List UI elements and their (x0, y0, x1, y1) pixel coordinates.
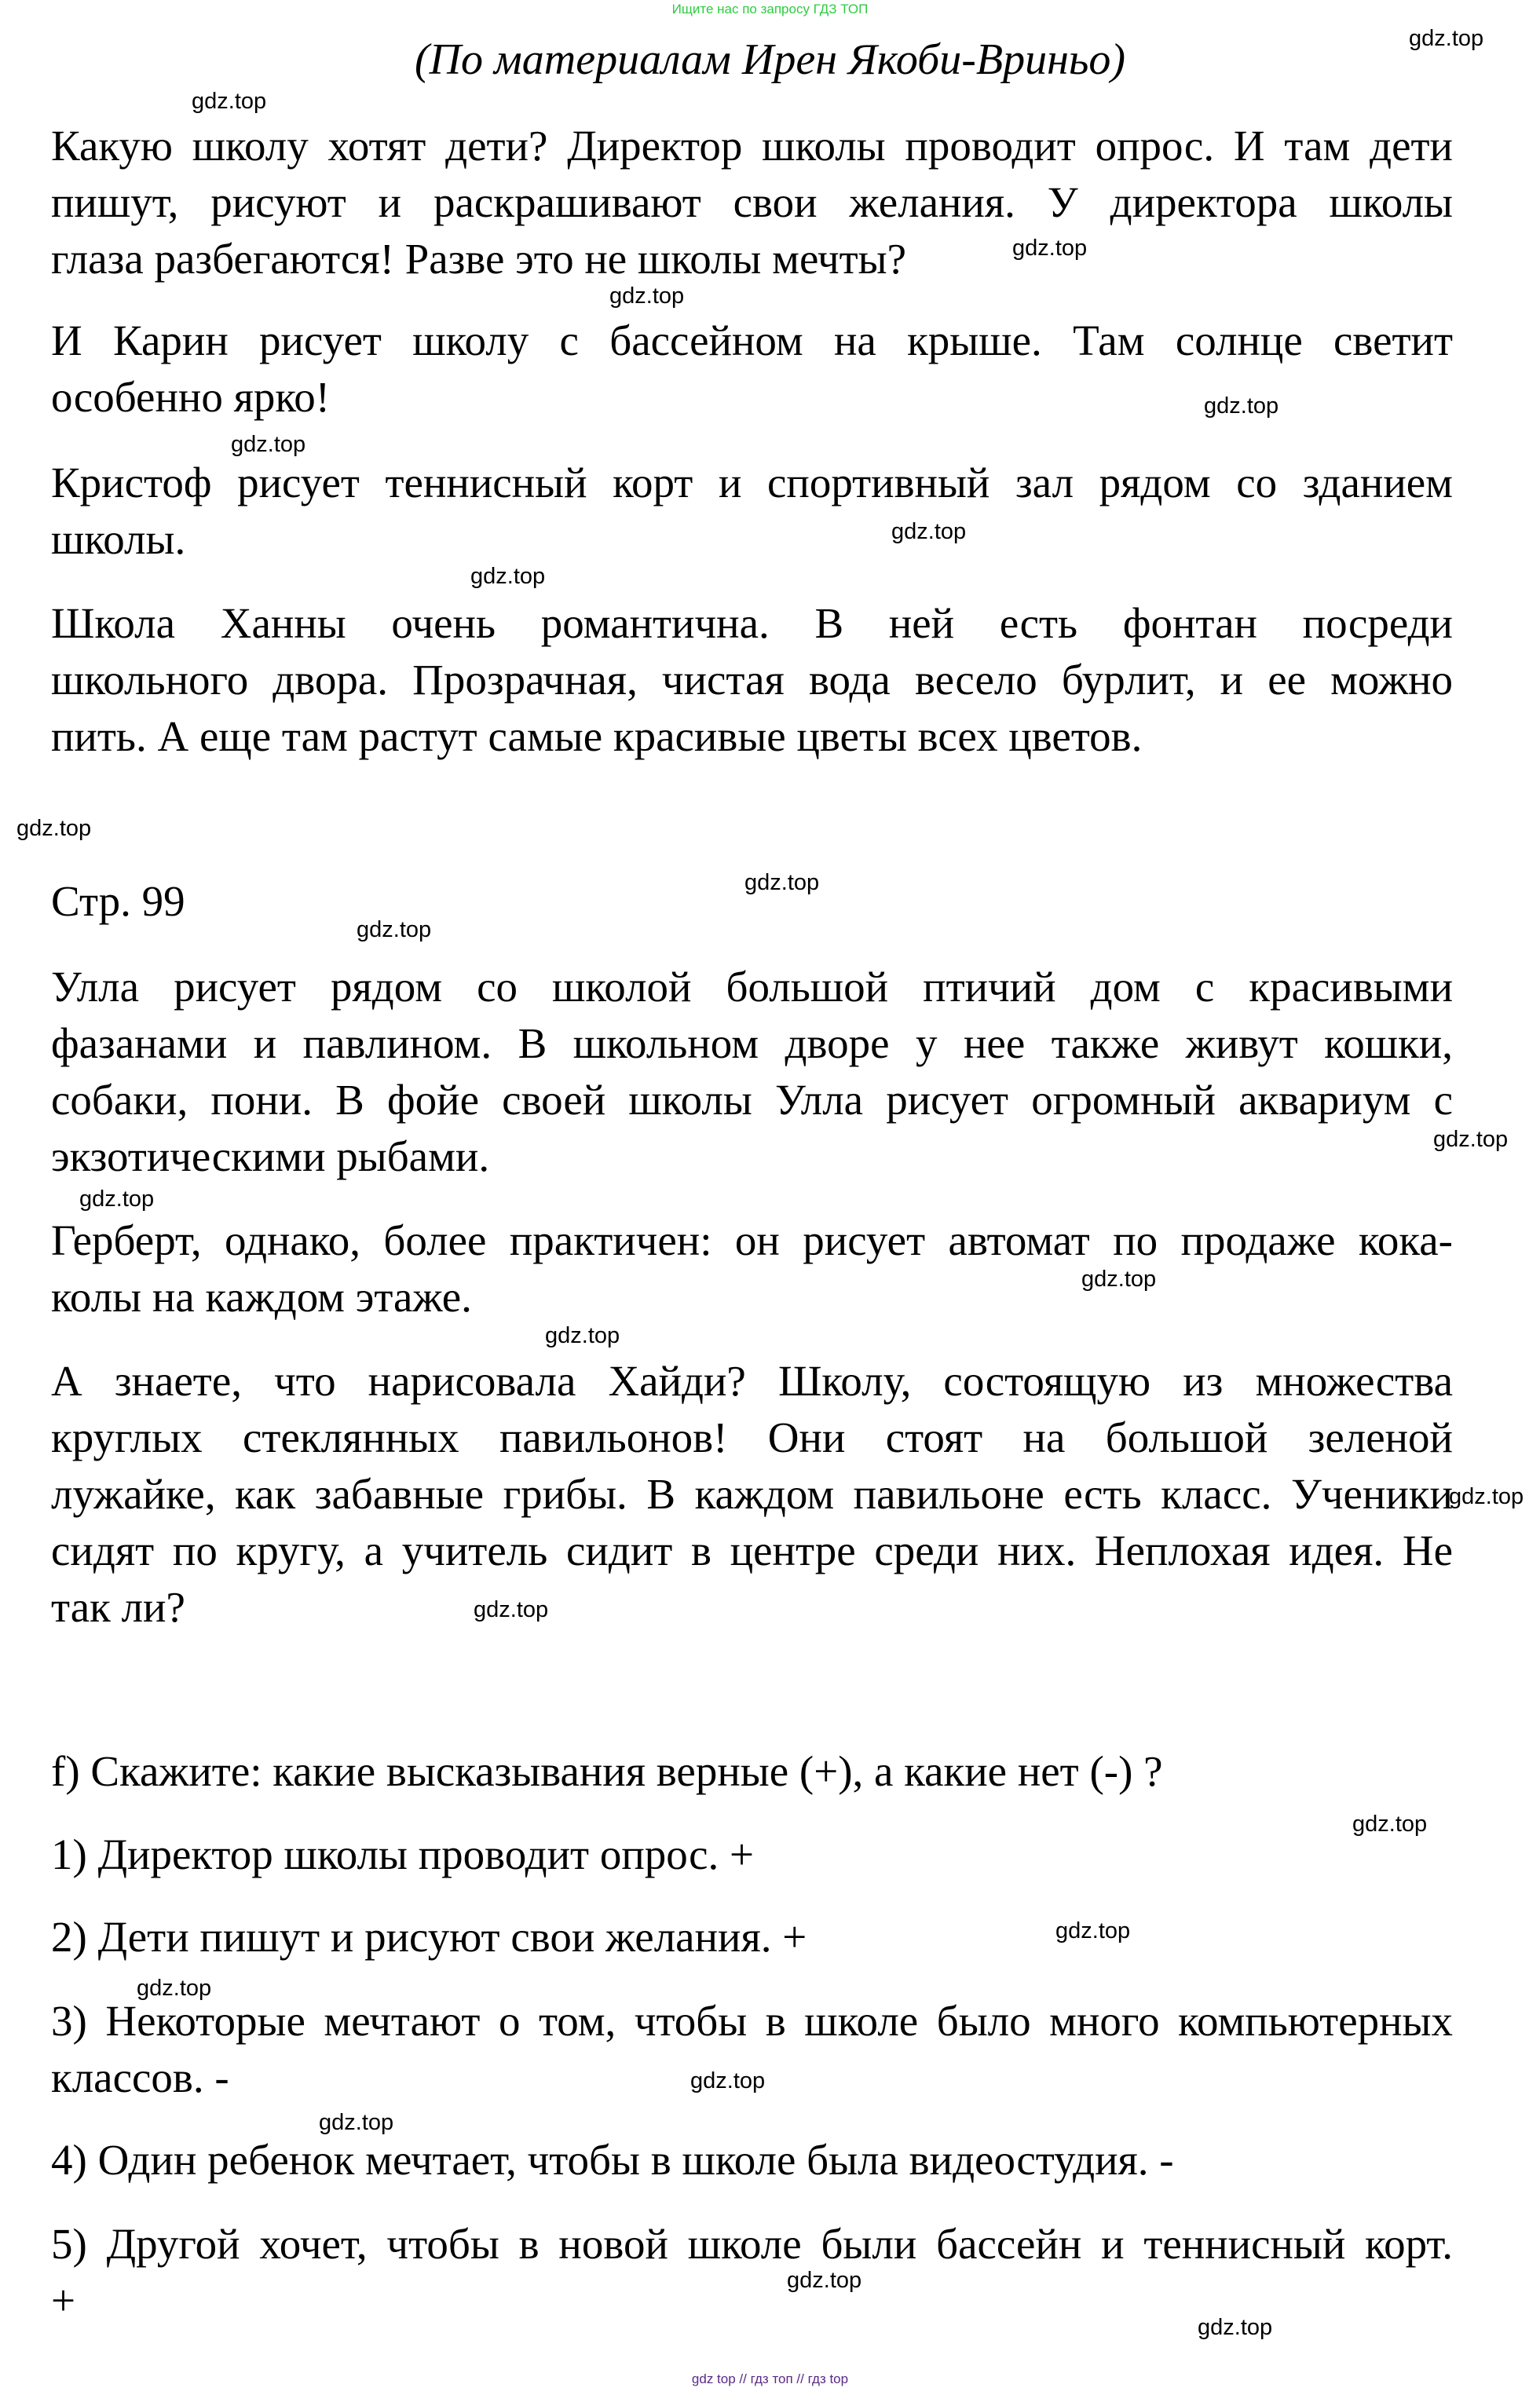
text-line: круглых стеклянных павильонов! Они стоят на большой зеленой (51, 1413, 1453, 1461)
watermark: gdz.top (545, 1323, 620, 1348)
text-line: фазанами и павлином. В школьном дворе у нее также живут кошки, (51, 1019, 1453, 1067)
text-line: школьного двора. Прозрачная, чистая вода весело бурлит, и ее можно (51, 656, 1453, 704)
source-attribution: (По материалам Ирен Якоби-Вриньо) (414, 35, 1126, 84)
watermark: gdz.top (137, 1976, 212, 2001)
text-line: пить. А еще там растут самые красивые цветы всех цветов. (51, 712, 1143, 760)
search-hint-banner: Ищите нас по запросу ГДЗ ТОП (671, 2, 869, 16)
watermark: gdz.top (231, 432, 306, 457)
task-item-4 (51, 2132, 1453, 2188)
watermark: gdz.top (1081, 1267, 1157, 1292)
text-line: особенно ярко! (51, 373, 331, 421)
paragraph-6 (51, 1212, 1453, 1325)
text-line: И Карин рисует школу с бассейном на крыше. Там солнце светит (51, 316, 1453, 364)
text-line: глаза разбегаются! Разве это не школы мечты? (51, 235, 907, 283)
paragraph-1 (51, 118, 1453, 287)
watermark: gdz.top (357, 917, 432, 942)
watermark: gdz.top (1433, 1127, 1509, 1152)
text-line: 5) Другой хочет, чтобы в новой школе были бассейн и теннисный корт. (51, 2220, 1453, 2268)
task-item-5 (51, 2216, 1453, 2329)
watermark: gdz.top (192, 89, 267, 114)
text-line: сидят по кругу, а учитель сидит в центре среди них. Неплохая идея. Не (51, 1527, 1453, 1574)
watermark: gdz.top (1409, 26, 1484, 51)
text-line: 2) Дети пишут и рисуют свои желания. + (51, 1913, 807, 1961)
text-line: колы на каждом этаже. (51, 1273, 472, 1321)
task-item-1 (51, 1826, 1453, 1883)
paragraph-3 (51, 455, 1453, 568)
text-line: экзотическими рыбами. (51, 1132, 490, 1180)
text-line: классов. - (51, 2053, 229, 2101)
watermark: gdz.top (1055, 1918, 1131, 1943)
text-line: 4) Один ребенок мечтает, чтобы в школе была видеостудия. - (51, 2136, 1174, 2184)
text-line: 3) Некоторые мечтают о том, чтобы в школе было много компьютерных (51, 1997, 1453, 2045)
text-line: Кристоф рисует теннисный корт и спортивный зал рядом со зданием (51, 459, 1453, 506)
watermark: gdz.top (891, 519, 967, 544)
text-line: А знаете, что нарисовала Хайди? Школу, состоящую из множества (51, 1357, 1453, 1405)
text-line: школы. (51, 515, 186, 563)
watermark: gdz.top (16, 816, 92, 841)
watermark: gdz.top (1449, 1484, 1524, 1509)
text-line: собаки, пони. В фойе своей школы Улла рисует огромный аквариум с (51, 1076, 1453, 1124)
task-heading: f) Скажите: какие высказывания верные (+), а какие нет (-) ? (51, 1747, 1163, 1795)
text-line: лужайке, как забавные грибы. В каждом павильоне есть класс. Ученики (51, 1470, 1453, 1518)
watermark: gdz.top (474, 1597, 549, 1622)
watermark: gdz.top (1012, 236, 1088, 261)
page-number: Стр. 99 (51, 877, 185, 925)
paragraph-4 (51, 595, 1453, 765)
text-line: Улла рисует рядом со школой большой птичий дом с красивыми (51, 963, 1453, 1011)
paragraph-7 (51, 1353, 1453, 1636)
text-line: так ли? (51, 1583, 185, 1631)
paragraph-5 (51, 959, 1453, 1185)
watermark: gdz.top (470, 564, 546, 589)
footer-links: gdz top // гдз топ // гдз top (691, 2371, 849, 2386)
watermark: gdz.top (744, 870, 820, 895)
text-line: Герберт, однако, более практичен: он рисует автомат по продаже кока- (51, 1216, 1453, 1264)
text-line: Школа Ханны очень романтична. В ней есть фонтан посреди (51, 599, 1453, 647)
watermark: gdz.top (690, 2068, 766, 2093)
task-prompt (51, 1743, 1453, 1800)
text-line: пишут, рисуют и раскрашивают свои желания. У директора школы (51, 178, 1453, 226)
watermark: gdz.top (787, 2268, 862, 2293)
watermark: gdz.top (1352, 1812, 1428, 1837)
watermark: gdz.top (79, 1187, 155, 1212)
watermark: gdz.top (609, 283, 685, 309)
text-line: + (51, 2276, 76, 2324)
watermark: gdz.top (1204, 393, 1279, 419)
watermark: gdz.top (319, 2110, 394, 2135)
text-line: 1) Директор школы проводит опрос. + (51, 1830, 755, 1878)
task-item-2 (51, 1909, 1453, 1965)
watermark: gdz.top (1198, 2315, 1273, 2340)
text-line: Какую школу хотят дети? Директор школы проводит опрос. И там дети (51, 122, 1453, 170)
